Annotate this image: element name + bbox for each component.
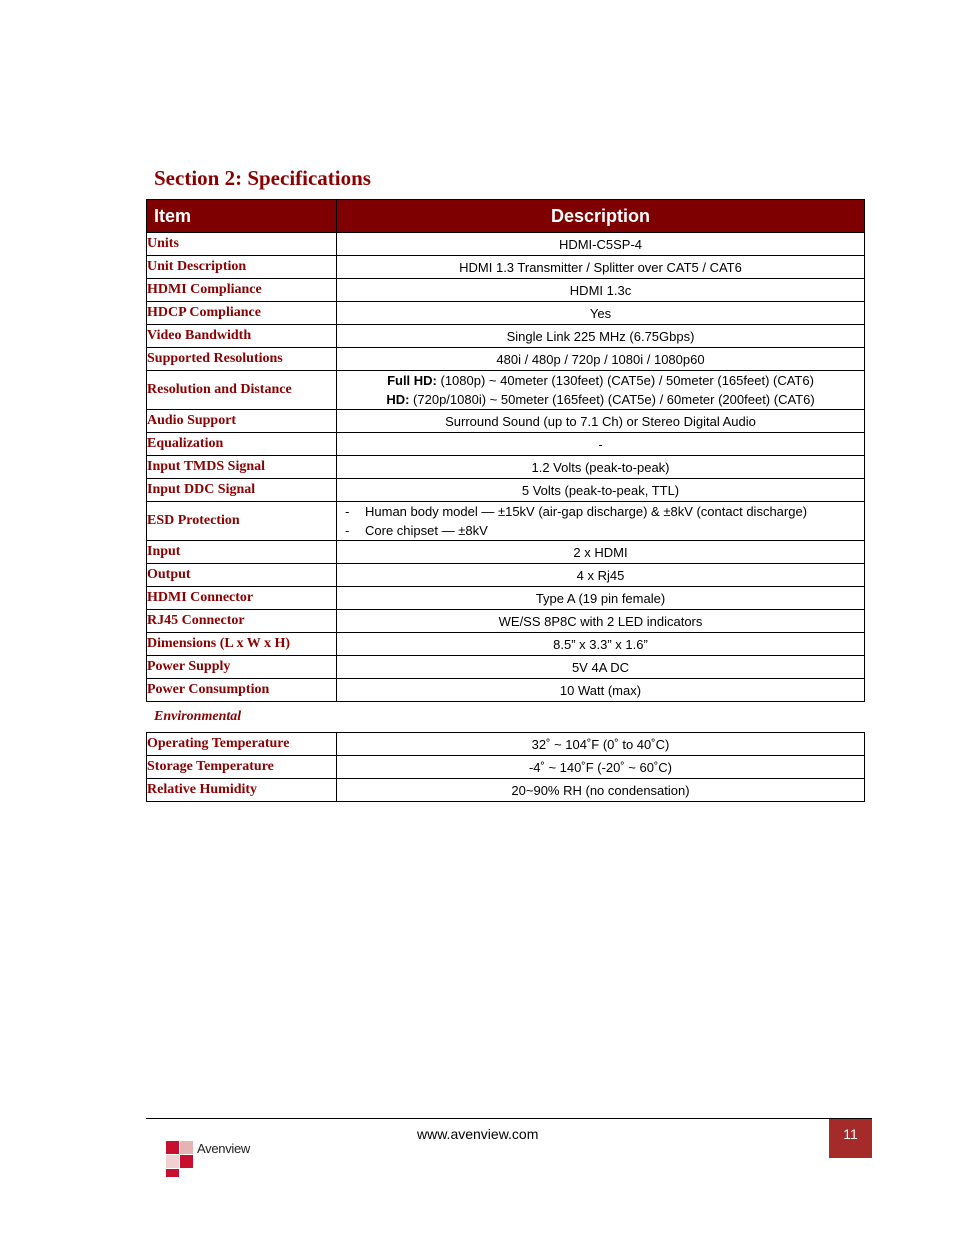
table-row (147, 325, 865, 348)
spec-item: HDMI Compliance (147, 279, 337, 302)
spec-description: 20~90% RH (no condensation) (337, 779, 865, 802)
spec-item: Storage Temperature (147, 756, 337, 779)
bullet-dash: - (345, 523, 350, 538)
footer-url: www.avenview.com (417, 1126, 539, 1142)
spec-description: Yes (337, 302, 865, 325)
table-row (147, 256, 865, 279)
bullet-dash: - (345, 504, 350, 519)
logo-square-icon (180, 1141, 193, 1154)
spec-description: HDMI-C5SP-4 (337, 233, 865, 256)
table-row (147, 587, 865, 610)
description-line-text: (1080p) ~ 40meter (130feet) (CAT5e) / 50meter (165feet) (CAT6) (436, 373, 814, 388)
spec-item: Supported Resolutions (147, 348, 337, 371)
table-row (147, 433, 865, 456)
item-column-header: Item (147, 200, 337, 233)
spec-description: 32˚ ~ 104˚F (0˚ to 40˚C) (337, 733, 865, 756)
footer-divider (146, 1118, 872, 1119)
spec-description: 480i / 480p / 720p / 1080i / 1080p60 (337, 348, 865, 371)
logo-square-icon (180, 1155, 193, 1168)
spec-description: Surround Sound (up to 7.1 Ch) or Stereo Digital Audio (337, 410, 865, 433)
description-line (337, 371, 864, 390)
spec-description: 4 x Rj45 (337, 564, 865, 587)
table-row (147, 456, 865, 479)
table-row (147, 348, 865, 371)
table-row (147, 479, 865, 502)
spec-description: -4˚ ~ 140˚F (-20˚ ~ 60˚C) (337, 756, 865, 779)
table-row (147, 502, 865, 541)
spec-item: Resolution and Distance (147, 371, 337, 410)
spec-item: Output (147, 564, 337, 587)
spec-item: Power Supply (147, 656, 337, 679)
spec-item: HDMI Connector (147, 587, 337, 610)
spec-item: Input DDC Signal (147, 479, 337, 502)
spec-item: ESD Protection (147, 502, 337, 541)
table-row (147, 410, 865, 433)
table-row (147, 756, 865, 779)
specifications-table (146, 199, 865, 702)
spec-description: 5V 4A DC (337, 656, 865, 679)
spec-description: 2 x HDMI (337, 541, 865, 564)
description-list-text: Human body model — ±15kV (air-gap discharge) & ±8kV (contact discharge) (365, 504, 808, 519)
spec-description: 5 Volts (peak-to-peak, TTL) (337, 479, 865, 502)
spec-item: Relative Humidity (147, 779, 337, 802)
table-row (147, 679, 865, 702)
spec-item: Video Bandwidth (147, 325, 337, 348)
spec-item: Audio Support (147, 410, 337, 433)
spec-description: HDMI 1.3c (337, 279, 865, 302)
spec-item: Operating Temperature (147, 733, 337, 756)
logo-square-icon (166, 1169, 179, 1177)
environmental-body (147, 733, 865, 802)
description-line-label: HD: (386, 392, 410, 407)
logo-square-icon (166, 1141, 179, 1154)
spec-item: Input (147, 541, 337, 564)
spec-item: Input TMDS Signal (147, 456, 337, 479)
spec-description: 8.5” x 3.3” x 1.6” (337, 633, 865, 656)
table-row (147, 610, 865, 633)
table-row (147, 371, 865, 410)
spec-item: Dimensions (L x W x H) (147, 633, 337, 656)
description-list-item (345, 521, 864, 540)
table-row (147, 656, 865, 679)
section-title: Section 2: Specifications (154, 166, 371, 190)
avenview-logo (163, 1138, 283, 1180)
spec-item: Unit Description (147, 256, 337, 279)
description-line-label: Full HD: (387, 373, 437, 388)
description-list-text: Core chipset — ±8kV (365, 523, 488, 538)
logo-square-icon (166, 1155, 179, 1168)
spec-description: - (337, 433, 865, 456)
spec-description (337, 502, 865, 541)
table-row (147, 279, 865, 302)
spec-item: RJ45 Connector (147, 610, 337, 633)
table-row (147, 541, 865, 564)
table-row (147, 302, 865, 325)
table-header-row (147, 200, 865, 233)
description-line (337, 390, 864, 409)
spec-item: HDCP Compliance (147, 302, 337, 325)
logo-text: Avenview (197, 1141, 251, 1156)
table-row (147, 733, 865, 756)
table-row (147, 633, 865, 656)
table-row (147, 233, 865, 256)
page-number: 11 (829, 1119, 872, 1158)
environmental-table (146, 732, 865, 802)
spec-description: Single Link 225 MHz (6.75Gbps) (337, 325, 865, 348)
description-list-item (345, 502, 864, 521)
spec-item: Power Consumption (147, 679, 337, 702)
environmental-label: Environmental (154, 709, 242, 724)
description-line-text: (720p/1080i) ~ 50meter (165feet) (CAT5e) / 60meter (200feet) (CAT6) (409, 392, 815, 407)
spec-description: HDMI 1.3 Transmitter / Splitter over CAT5 / CAT6 (337, 256, 865, 279)
specifications-body (147, 233, 865, 702)
spec-item: Equalization (147, 433, 337, 456)
spec-description (337, 371, 865, 410)
spec-description: 10 Watt (max) (337, 679, 865, 702)
table-row (147, 779, 865, 802)
table-row (147, 564, 865, 587)
spec-item: Units (147, 233, 337, 256)
spec-description: WE/SS 8P8C with 2 LED indicators (337, 610, 865, 633)
description-column-header: Description (337, 200, 865, 233)
spec-description: 1.2 Volts (peak-to-peak) (337, 456, 865, 479)
spec-description: Type A (19 pin female) (337, 587, 865, 610)
